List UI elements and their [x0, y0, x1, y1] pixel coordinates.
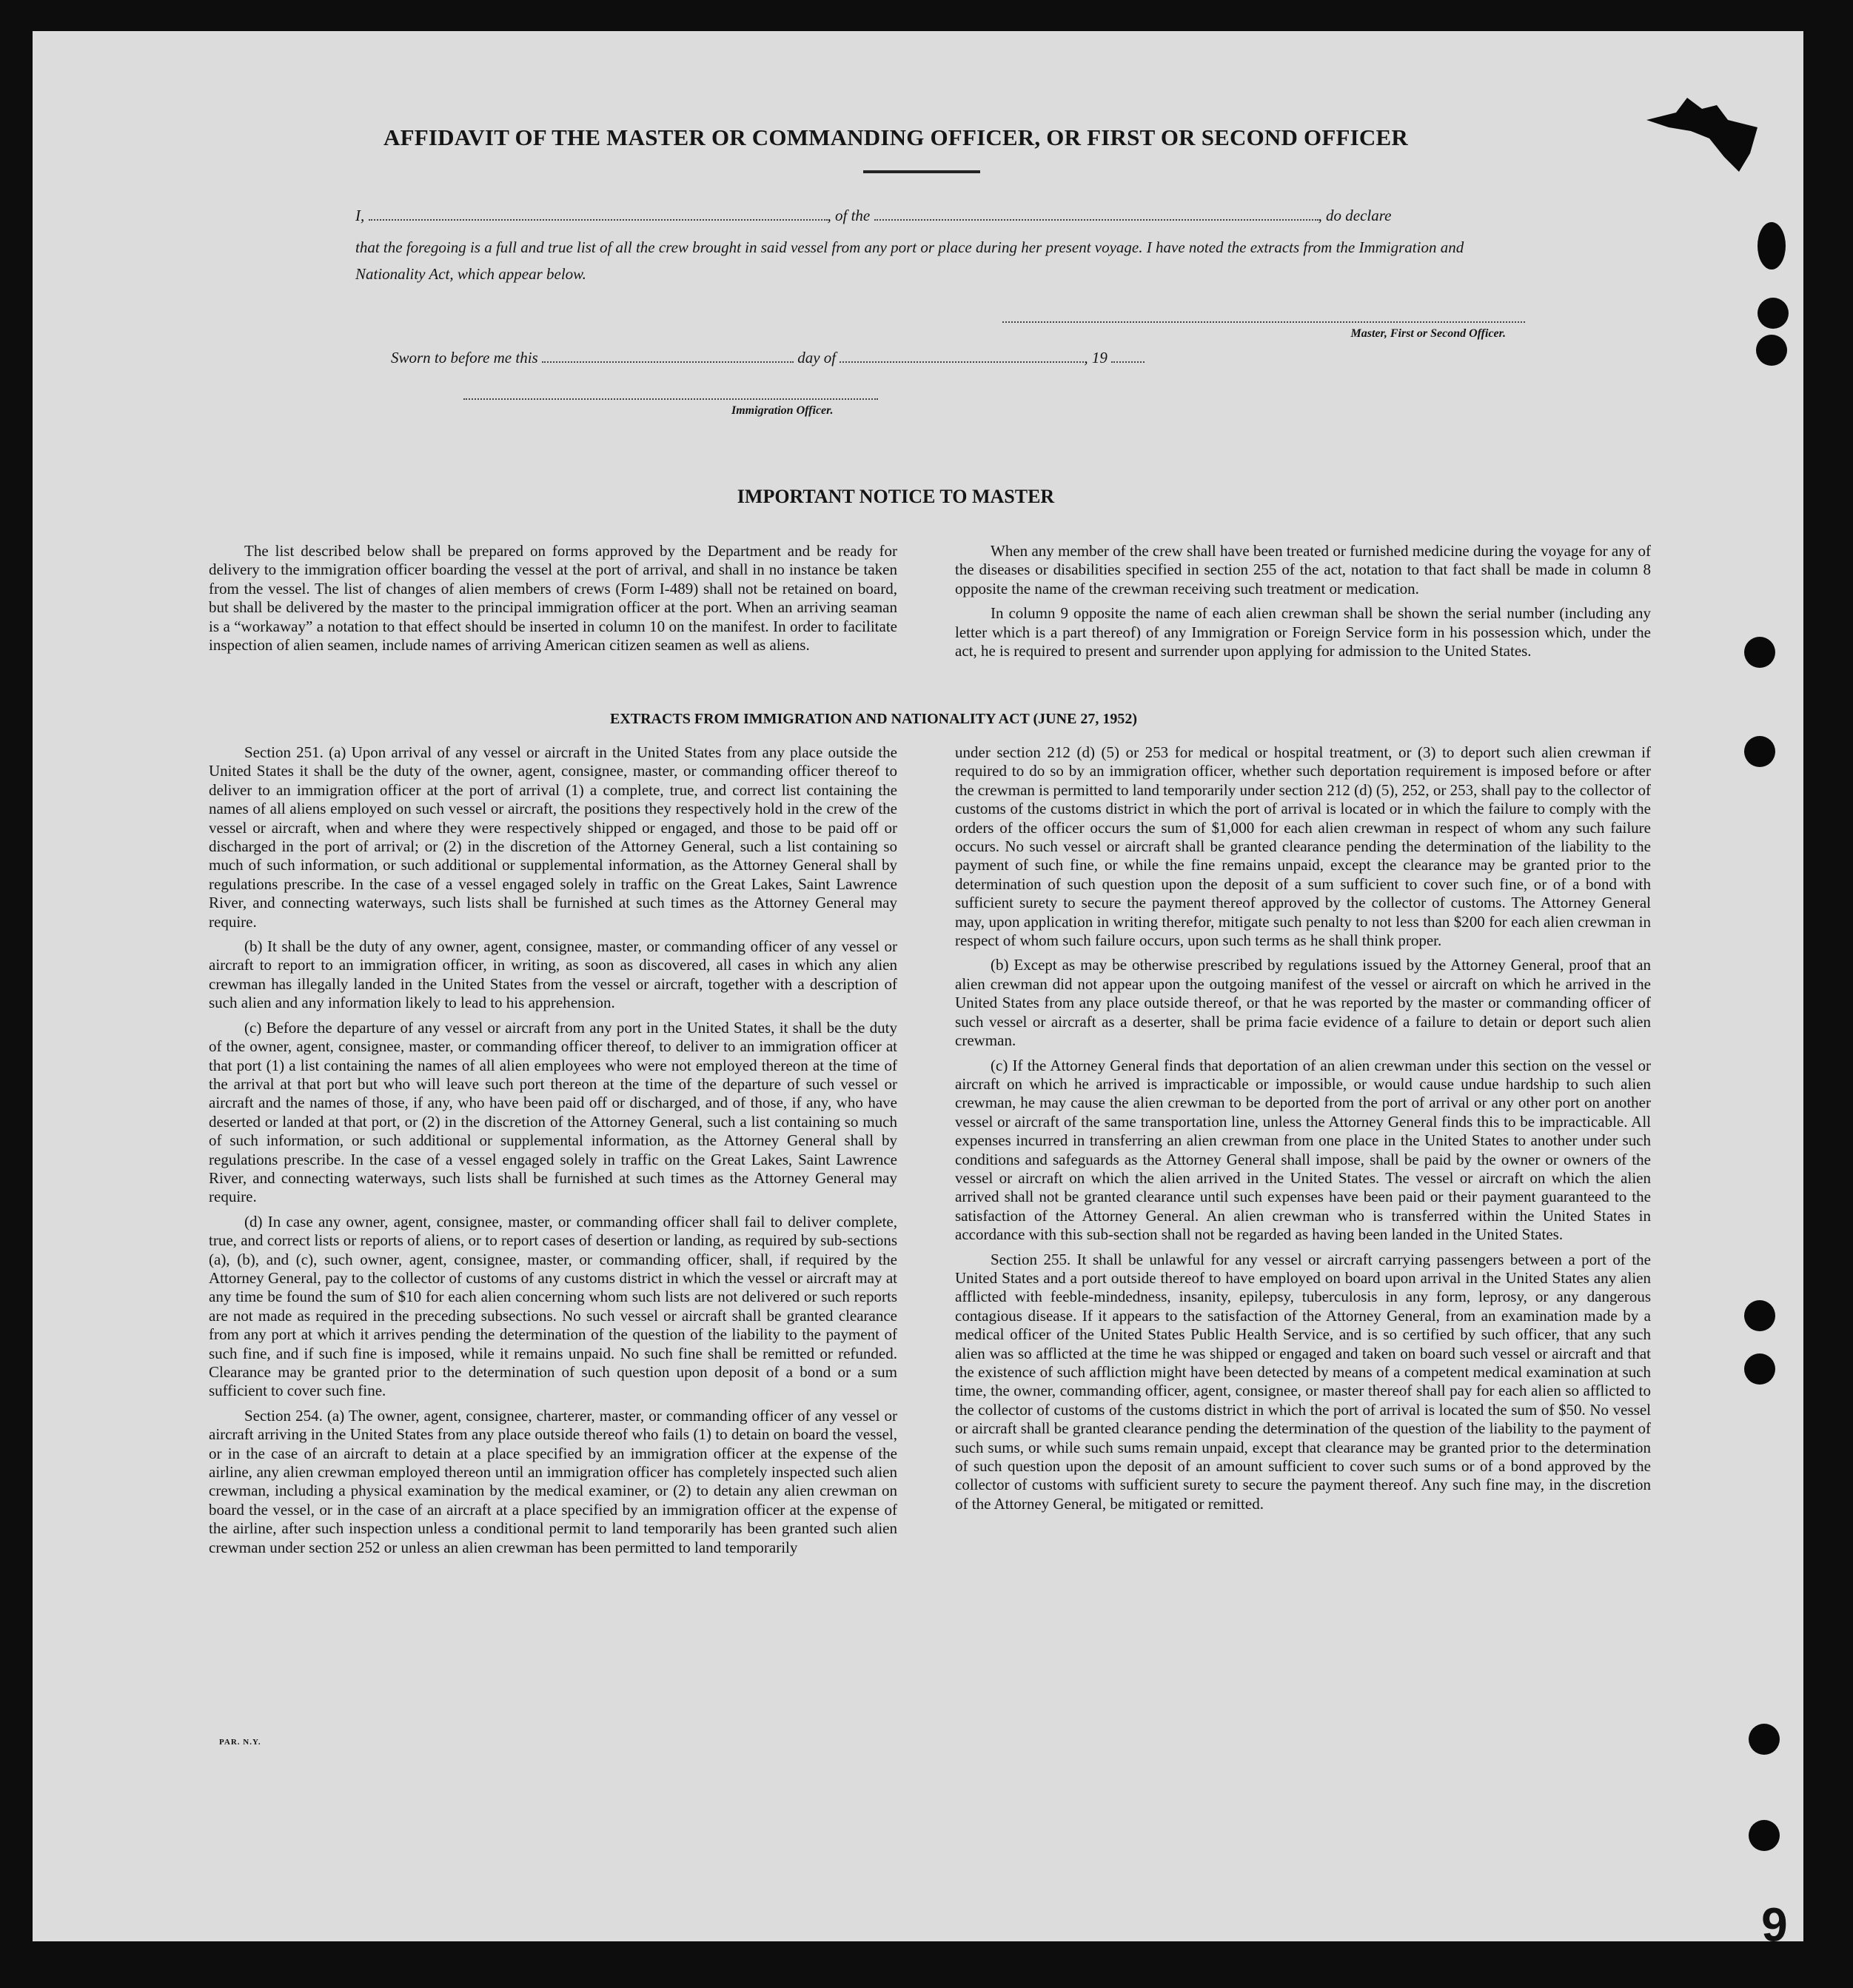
sworn-month-field[interactable] — [840, 348, 1084, 363]
name-field[interactable] — [369, 206, 828, 221]
of-the-label: , of the — [827, 207, 871, 224]
i-label: I, — [355, 207, 365, 224]
page-number: 6 — [1761, 1898, 1788, 1951]
sworn-year-field[interactable] — [1111, 348, 1145, 363]
ink-blot-mark — [1646, 98, 1757, 179]
do-declare-label: , do declare — [1318, 207, 1392, 224]
day-of-label: day of — [797, 349, 837, 367]
section-254a: Section 254. (a) The owner, agent, consignee, charterer, master, or commanding officer of any vessel or aircraft arriving in the United States from any place outside thereof who fails (1) to detain on board the vessel, or in the case of an aircraft to detain at a place specified by an immigration officer at the expense of the airline, any alien crewman employed thereon until an immigration officer has completely inspected such alien crewman, including a physical examination by the medical examiner, or (2) to detain any alien crewman on board the vessel, or in the case of an aircraft at a place specified by an immigration officer at the expense of the airline, after such inspection unless a conditional permit to land temporarily has been granted such alien crewman under section 252 or unless an alien crewman has been permitted to land temporarily — [209, 1406, 897, 1556]
sworn-label: Sworn to before me this — [391, 349, 538, 367]
vessel-field[interactable] — [874, 206, 1318, 221]
extracts-title: EXTRACTS FROM IMMIGRATION AND NATIONALITY ACT (JUNE 27, 1952) — [609, 711, 1138, 727]
punch-hole — [1744, 637, 1775, 668]
declarant-line — [355, 206, 1525, 228]
affidavit-title: AFFIDAVIT OF THE MASTER OR COMMANDING OFFICER, OR FIRST OR SECOND OFFICER — [383, 124, 1408, 150]
punch-hole — [1757, 222, 1786, 270]
section-251b: (b) It shall be the duty of any owner, agent, consignee, master, or commanding officer of any vessel or aircraft to report to an immigration officer, in writing, as soon as discovered, all cases in which any alien crewman has illegally landed in the United States from the vessel or aircraft, together with a description of such alien and any information likely to lead to his apprehension. — [209, 937, 897, 1012]
year-prefix: , 19 — [1084, 349, 1108, 367]
punch-hole — [1749, 1820, 1780, 1851]
declaration-text: that the foregoing is a full and true list of all the crew brought in said vessel from any port or place during her present voyage. I have noted the extracts from the Immigration and Nationality Act, which appear below. — [355, 238, 1464, 283]
section-254c: (c) If the Attorney General finds that deportation of an alien crewman under this section on the vessel or aircraft on which he arrived is impracticable or impossible, or would cause undue hardship to such alien crewman, he may cause the alien crewman to be deported from the port of arrival or any other port on another vessel or aircraft of the same transportation line, unless the Attorney General finds this to be impracticable. All expenses incurred in transferring an alien crewman from one place in the United States to another under such conditions and safeguards as the Attorney General shall impose, shall be paid by the owner or owners of the vessel or aircraft on which the alien arrived in the United States. The vessel or aircraft on which the alien arrived shall not be granted clearance until such expenses have been paid or their payment guaranteed to the satisfaction of the Attorney General. An alien crewman who is transferred within the United States in accordance with this sub-section shall not be regarded as having been landed in the United States. — [955, 1056, 1651, 1244]
section-251a: Section 251. (a) Upon arrival of any vessel or aircraft in the United States from any place outside the United States it shall be the duty of the owner, agent, consignee, master, or commanding officer thereof to deliver to an immigration officer at the port of arrival (1) a complete, true, and correct list containing the names of all aliens employed on such vessel or aircraft, the positions they respectively hold in the crew of the vessel or aircraft, when and where they were respectively shipped or engaged, and those to be paid off or discharged in the port of arrival; or (2) in the discretion of the Attorney General, such a list containing so much of such information, or such additional or supplemental information, as the Attorney General shall by regulations prescribe. In the case of a vessel engaged solely in traffic on the Great Lakes, Saint Lawrence River, and connecting waterways, such lists shall be furnished at such times as the Attorney General may require. — [209, 743, 897, 931]
signature-line[interactable] — [1002, 321, 1525, 323]
immigration-officer-label: Immigration Officer. — [731, 404, 834, 417]
punch-hole — [1756, 335, 1787, 366]
notice-left-paragraph: The list described below shall be prepared on forms approved by the Department and be ready for delivery to the immigration officer boarding the vessel at the port of arrival, and shall in no instance be taken from the vessel. The list of changes of alien members of crews (Form I-489) shall not be retained on board, but shall be delivered by the master to the principal immigration officer at the port. When an arriving seaman is a “workaway” a notation to that effect should be inserted in column 10 on the manifest. In order to facilitate inspection of alien seamen, include names of arriving American citizen seamen as well as aliens. — [209, 542, 897, 655]
section-254b: (b) Except as may be otherwise prescribed by regulations issued by the Attorney General, proof that an alien crewman did not appear upon the outgoing manifest of the vessel or aircraft on which he arrived in the United States from any place outside thereof, or that he was reported by the master or commanding officer of such vessel or aircraft as a deserter, shall be prima facie evidence of a failure to detain or deport such alien crewman. — [955, 956, 1651, 1050]
punch-hole — [1744, 736, 1775, 767]
punch-hole — [1757, 298, 1789, 329]
section-251d: (d) In case any owner, agent, consignee, master, or commanding officer shall fail to deliver complete, true, and correct lists or reports of aliens, or to report cases of desertion or landing, as required by sub-sections (a), (b), and (c), such owner, agent, consignee, master, or commanding officer, shall, if required by the Attorney General, pay to the collector of customs of any customs district in which the vessel or aircraft may at any time be found the sum of $10 for each alien concerning whom such lists are not delivered or such reports are not made as required in the preceding subsections. No such vessel or aircraft shall be granted clearance from any port at which it arrives pending the determination of the question of the liability to the payment of such fine, and if such fine is imposed, while it remains unpaid. No such fine shall be remitted or refunded. Clearance may be granted prior to the determination of such question upon deposit of a bond or a sum sufficient to cover such fine. — [209, 1212, 897, 1400]
title-rule — [863, 170, 980, 173]
notice-right-paragraph-2: In column 9 opposite the name of each alien crewman shall be shown the serial number (including any letter which is a part thereof) of any Immigration or Foreign Service form in his possession which, under the act, he is required to present and surrender upon applying for admission to the United States. — [955, 604, 1651, 660]
section-254a-continued: under section 212 (d) (5) or 253 for medical or hospital treatment, or (3) to deport such alien crewman if required to do so by an immigration officer, whether such deportation requirement is imposed before or after the crewman is permitted to land temporarily under section 212 (d) (5), 252, or 253, shall pay to the collector of customs of the customs district in which the port of arrival is located or in which the failure to comply with the orders of the officer occurs the sum of $1,000 for each alien crewman in respect of whom any such failure occurs. No such vessel or aircraft shall be granted clearance pending the determination of the liability to the payment of such fine, or while the fine remains unpaid, except the clearance may be granted prior to the determination of such question upon the deposit of a sum sufficient to cover such fine, or of a bond with sufficient surety to secure the payment thereof approved by the collector of customs. The Attorney General may, upon application in writing therefor, mitigate such penalty to not less than $200 for each alien crewman in respect of whom such failure occurs, upon such terms as he shall think proper. — [955, 743, 1651, 950]
document-page — [33, 31, 1803, 1951]
punch-hole — [1749, 1724, 1780, 1755]
section-255: Section 255. It shall be unlawful for any vessel or aircraft carrying passengers between a port of the United States and a port outside thereof to have employed on board upon arrival in the United States any alien afflicted with feeble-mindedness, insanity, epilepsy, tuberculosis in any form, leprosy, or any dangerous contagious disease. If it appears to the satisfaction of the Attorney General, from an examination made by a medical officer of the United States Public Health Service, and is so certified by such officer, that any such alien was so afflicted at the time he was shipped or engaged and taken on board such vessel or aircraft and that the existence of such affliction might have been detected by means of a competent medical examination at such time, the owner, commanding officer, agent, consignee, or master thereof shall pay for each alien so afflicted to the collector of customs of the customs district in which the port of arrival is located the sum of $50. No vessel or aircraft shall be granted clearance pending the determination of the question of the liability to the payment of such sums, or while such sums remain unpaid, except that clearance may be granted prior to the determination of such question upon the deposit of an amount sufficient to cover such sums or of a bond approved by the collector of customs with sufficient surety to secure the payment thereof. Any such fine may, in the discretion of the Attorney General, be mitigated or remitted. — [955, 1250, 1651, 1513]
extracts-right-column — [955, 743, 1651, 1519]
notice-right-paragraph-1: When any member of the crew shall have been treated or furnished medicine during the voyage for any of the diseases or disabilities specified in section 255 of the act, notation to that fact shall be made in column 8 opposite the name of the crewman receiving such treatment or medication. — [955, 542, 1651, 598]
punch-hole — [1744, 1300, 1775, 1331]
printer-mark: PAR. N.Y. — [219, 1738, 261, 1747]
notice-left-column — [209, 542, 897, 660]
sworn-line — [391, 348, 1279, 367]
extracts-left-column — [209, 743, 897, 1563]
notice-title: IMPORTANT NOTICE TO MASTER — [737, 486, 1055, 507]
sworn-day-field[interactable] — [542, 348, 794, 363]
section-251c: (c) Before the departure of any vessel or aircraft from any port in the United States, it shall be the duty of the owner, agent, consignee, master, or commanding officer thereof, to deliver to an immigration officer at that port (1) a list containing the names of all alien employees who were not employed thereon at the time of the arrival at that port but who will leave such port thereon at the time of the departure of such vessel or aircraft and the names of those, if any, who have been paid off or discharged, and of those, if any, who have deserted or landed at that port, or (2) in the discretion of the Attorney General, such a list containing so much of such information, or such additional or supplemental information, as the Attorney General shall by regulations prescribe. In the case of a vessel engaged solely in traffic on the Great Lakes, Saint Lawrence River, and connecting waterways, such lists shall be furnished at such times as the Attorney General may require. — [209, 1018, 897, 1206]
notice-right-column — [955, 542, 1651, 666]
punch-hole — [1744, 1353, 1775, 1385]
immigration-officer-line[interactable] — [463, 398, 878, 400]
signature-label: Master, First or Second Officer. — [1350, 327, 1506, 340]
